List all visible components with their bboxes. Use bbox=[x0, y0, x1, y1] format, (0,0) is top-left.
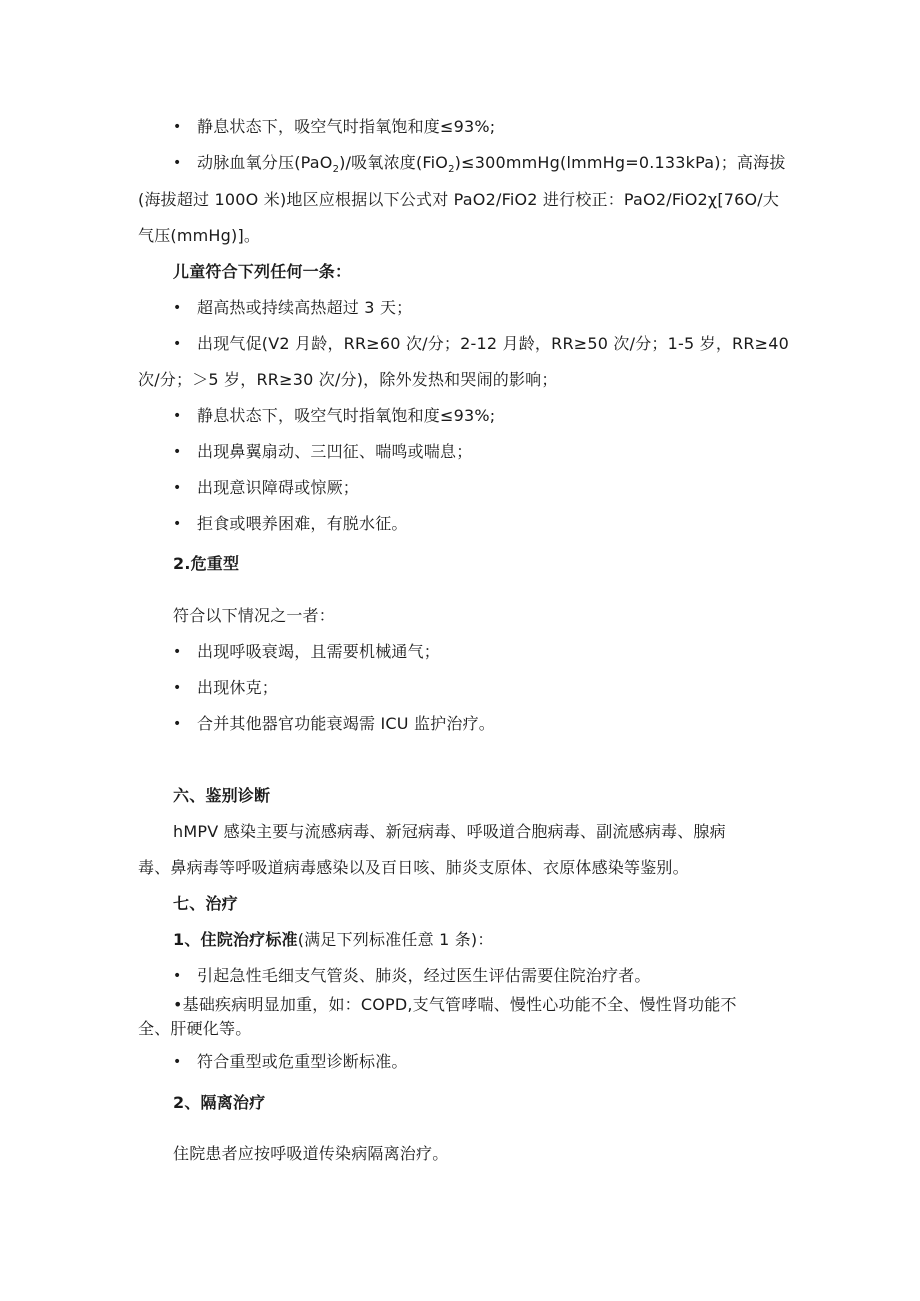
critical-type-heading: 2.危重型 bbox=[173, 554, 240, 573]
child-spo2-item: 静息状态下，吸空气时指氧饱和度≤93%; bbox=[197, 406, 496, 425]
differential-text-line-1: hMPV 感染主要与流感病毒、新冠病毒、呼吸道合胞病毒、副流感病毒、腺病 bbox=[173, 822, 726, 841]
bullet-marker: • bbox=[173, 119, 182, 135]
treatment-heading: 七、治疗 bbox=[173, 894, 238, 913]
admission-item: 引起急性毛细支气管炎、肺炎，经过医生评估需要住院治疗者。 bbox=[197, 966, 651, 985]
pao2-fio2-line-1: 动脉血氧分压(PaO$_2$)/吸氧浓度(FiO$_2$)≤300mmHg(lmmHg=0.133kPa)；高海拔 bbox=[197, 153, 786, 176]
child-feeding-item: 拒食或喂养困难，有脱水征。 bbox=[197, 514, 408, 533]
child-fever-item: 超高热或持续高热超过 3 天； bbox=[197, 298, 413, 317]
bullet-marker: • bbox=[173, 444, 182, 460]
child-criteria-heading: 儿童符合下列任何一条： bbox=[173, 262, 352, 281]
bullet-marker: • bbox=[173, 155, 182, 171]
bullet-marker: • bbox=[173, 680, 182, 696]
critical-item: 出现呼吸衰竭，且需要机械通气； bbox=[197, 642, 441, 661]
isolation-heading: 2、隔离治疗 bbox=[173, 1093, 266, 1112]
critical-intro: 符合以下情况之一者： bbox=[173, 606, 336, 625]
adult-spo2-item: 静息状态下，吸空气时指氧饱和度≤93%; bbox=[197, 117, 496, 136]
pao2-fio2-line-2: (海拔超过 100O 米)地区应根据以下公式对 PaO2∕FiO2 进行校正：PaO2∕FiO2χ[76O∕大 bbox=[138, 190, 780, 209]
bullet-marker: • bbox=[173, 480, 182, 496]
child-consciousness-item: 出现意识障碍或惊厥； bbox=[197, 478, 360, 497]
bullet-marker: • bbox=[173, 300, 182, 316]
critical-item: 出现休克； bbox=[197, 678, 279, 697]
child-respiration-item-line-1: 出现气促(V2 月龄，RR≥60 次/分；2-12 月龄，RR≥50 次/分；1-5 岁，RR≥40 bbox=[197, 334, 790, 353]
bullet-marker: • bbox=[173, 968, 182, 984]
admission-item-2-line-1: •基础疾病明显加重，如：COPD,支气管哮喘、慢性心功能不全、慢性肾功能不 bbox=[173, 995, 737, 1014]
admission-item: 符合重型或危重型诊断标准。 bbox=[197, 1052, 408, 1071]
pao2-fio2-line-3: 气压(mmHg)]。 bbox=[138, 226, 261, 245]
bullet-marker: • bbox=[173, 644, 182, 660]
differential-heading: 六、鉴别诊断 bbox=[173, 786, 271, 805]
bullet-marker: • bbox=[173, 1054, 182, 1070]
critical-item: 合并其他器官功能衰竭需 ICU 监护治疗。 bbox=[197, 714, 495, 733]
bullet-marker: • bbox=[173, 408, 182, 424]
child-respiration-item-line-2: 次/分；＞5 岁，RR≥30 次/分)，除外发热和哭闹的影响； bbox=[138, 370, 558, 389]
admission-item-2-line-2: 全、肝硬化等。 bbox=[138, 1019, 252, 1038]
bullet-marker: • bbox=[173, 336, 182, 352]
differential-text-line-2: 毒、鼻病毒等呼吸道病毒感染以及百日咳、肺炎支原体、衣原体感染等鉴别。 bbox=[138, 858, 689, 877]
bullet-marker: • bbox=[173, 516, 182, 532]
bullet-marker: • bbox=[173, 716, 182, 732]
admission-criteria-heading: 1、住院治疗标准(满足下列标准任意 1 条)： bbox=[173, 930, 494, 949]
isolation-text: 住院患者应按呼吸道传染病隔离治疗。 bbox=[173, 1144, 449, 1163]
child-nasal-item: 出现鼻翼扇动、三凹征、喘鸣或喘息； bbox=[197, 442, 473, 461]
